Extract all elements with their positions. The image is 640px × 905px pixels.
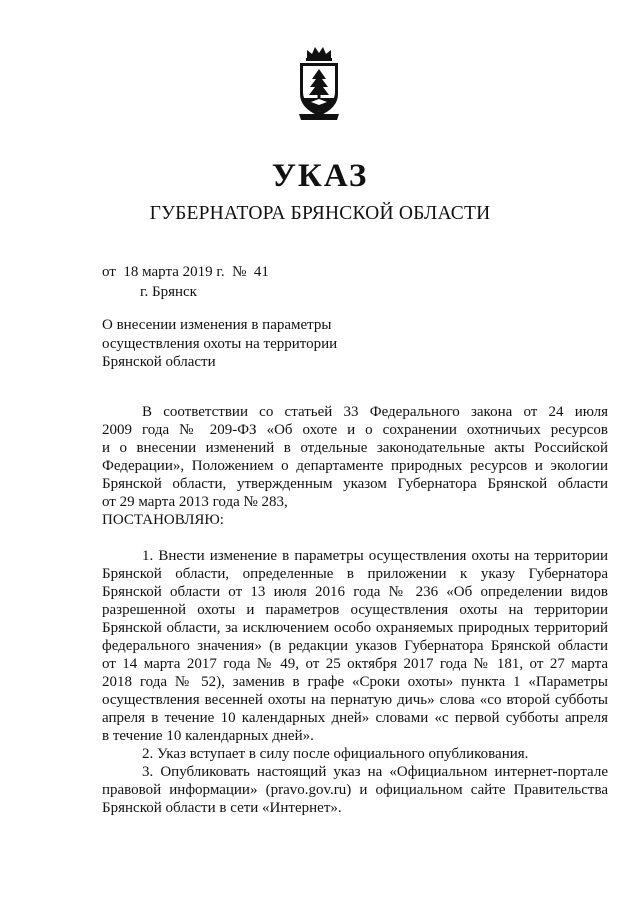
resolve-heading: ПОСТАНОВЛЯЮ: [102,512,224,528]
item1-line: Брянской области от 13 июля 2016 года № 236 «Об определении видов [102,584,608,600]
document-title: УКАЗ [271,158,369,194]
preamble-line: от 29 марта 2013 года № 283, [102,494,288,510]
item1-line: Брянской области, определенные в приложении к указу Губернатора [102,566,608,582]
subject-line: О внесении изменения в параметры [102,317,332,333]
item1-line: в течение 10 календарных дней». [102,728,314,744]
item1-line: от 14 марта 2017 года № 49, от 25 октября 2017 года № 181, от 27 марта [102,656,608,672]
item3-line: Брянской области в сети «Интернет». [102,800,342,816]
subject-line: Брянской области [102,354,216,370]
item1-line: апреля в течение 10 календарных дней» словами «с первой субботы апреля [102,710,608,726]
coat-of-arms-icon [291,44,347,124]
item3-line: правовой информации» (pravo.gov.ru) и официальном сайте Правительства [102,782,608,798]
item1-line: разрешенной охоты и параметров осуществления охоты на территории [102,602,608,618]
preamble-line: Брянской области, утвержденным указом Губернатора Брянской области [102,476,608,492]
preamble-line: Федерации», Положением о департаменте природных ресурсов и экологии [102,458,608,474]
subject-line: осуществления охоты на территории [102,335,338,352]
document-subtitle: ГУБЕРНАТОРА БРЯНСКОЙ ОБЛАСТИ [149,203,491,224]
preamble-line: и о внесении изменений в отдельные законодательные акты Российской [102,440,608,456]
item3-line: 3. Опубликовать настоящий указ на «Официальном интернет-портале [142,764,608,780]
document-city: г. Брянск [140,284,197,300]
item1-line: 1. Внести изменение в параметры осуществления охоты на территории [142,548,608,564]
document-date-number: от 18 марта 2019 г. № 41 [102,264,269,280]
item1-line: осуществления весенней охоты на пернатую дичь» слова «со второй субботы [102,692,608,708]
preamble-line: В соответствии со статьей 33 Федерального закона от 24 июля [142,404,608,420]
preamble-line: 2009 года № 209-ФЗ «Об охоте и о сохранении охотничьих ресурсов [102,422,608,438]
item2-line: 2. Указ вступает в силу после официального опубликования. [142,746,529,762]
document-subject [102,316,382,372]
item1-line: федерального значения» (в редакции указов Губернатора Брянской области [102,638,608,654]
item1-line: Брянской области, за исключением особо охраняемых природных территорий [102,620,608,636]
item1-line: 2018 года № 52), заменив в графе «Сроки охоты» пункта 1 «Параметры [102,674,608,690]
